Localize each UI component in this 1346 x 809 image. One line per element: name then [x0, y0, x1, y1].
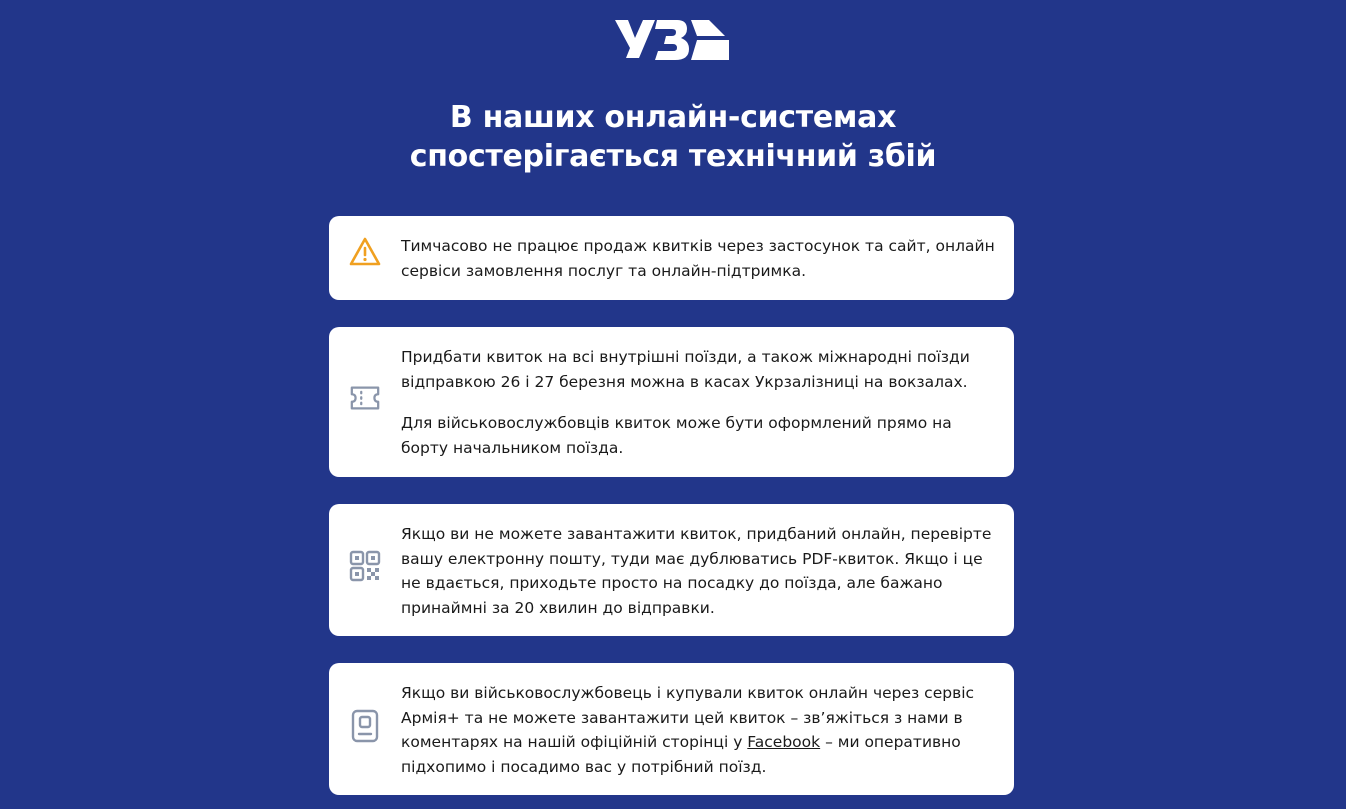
card-paragraph: Для військовослужбовців квиток може бути оформлений прямо на борту начальником поїзда.	[401, 414, 952, 457]
ticket-icon	[349, 382, 381, 414]
card-paragraph: Тимчасово не працює продаж квитків через застосунок та сайт, онлайн сервіси замовлення послуг та онлайн-підтримка.	[401, 237, 995, 280]
info-card-service-outage	[329, 216, 1014, 300]
card-text	[401, 345, 1001, 460]
id-card-icon	[349, 710, 381, 742]
info-card-ticket-offices	[329, 327, 1014, 477]
card-text	[401, 234, 1001, 283]
page-title	[0, 98, 1346, 176]
card-paragraph: Якщо ви не можете завантажити квиток, придбаний онлайн, перевірте вашу електронну пошту, туди має дублюватись PDF-квиток. Якщо і це не вдається, приходьте просто на посадку до поїзда, але бажано принаймні за 20 хвилин до відправки.	[401, 525, 992, 617]
uz-logo	[613, 18, 731, 62]
card-text-after-link: – ми оперативно підхопимо і посадимо вас у потрібний поїзд.	[401, 733, 961, 776]
qr-code-icon	[349, 550, 381, 582]
card-paragraph	[401, 681, 1001, 779]
warning-triangle-icon	[349, 236, 381, 268]
uz-logo-icon	[613, 18, 731, 62]
info-card-military	[329, 663, 1014, 795]
card-text	[401, 681, 1001, 779]
card-paragraph: Придбати квиток на всі внутрішні поїзди, а також міжнародні поїзди відправкою 26 і 27 березня можна в касах Укрзалізниці на вокзалах.	[401, 348, 970, 391]
page-title-line-1: В наших онлайн-системах	[449, 100, 897, 135]
card-text	[401, 522, 1001, 620]
card-text-before-link: Якщо ви військовослужбовець і купували квиток онлайн через сервіс Армія+ та не можете завантажити цей квиток – зв’яжіться з нами в коментарях на нашій офіційній сторінці у	[401, 684, 975, 751]
page-title-line-2: спостерігається технічний збій	[409, 139, 937, 174]
facebook-link[interactable]: Facebook	[747, 733, 821, 751]
info-card-pdf-ticket	[329, 504, 1014, 636]
